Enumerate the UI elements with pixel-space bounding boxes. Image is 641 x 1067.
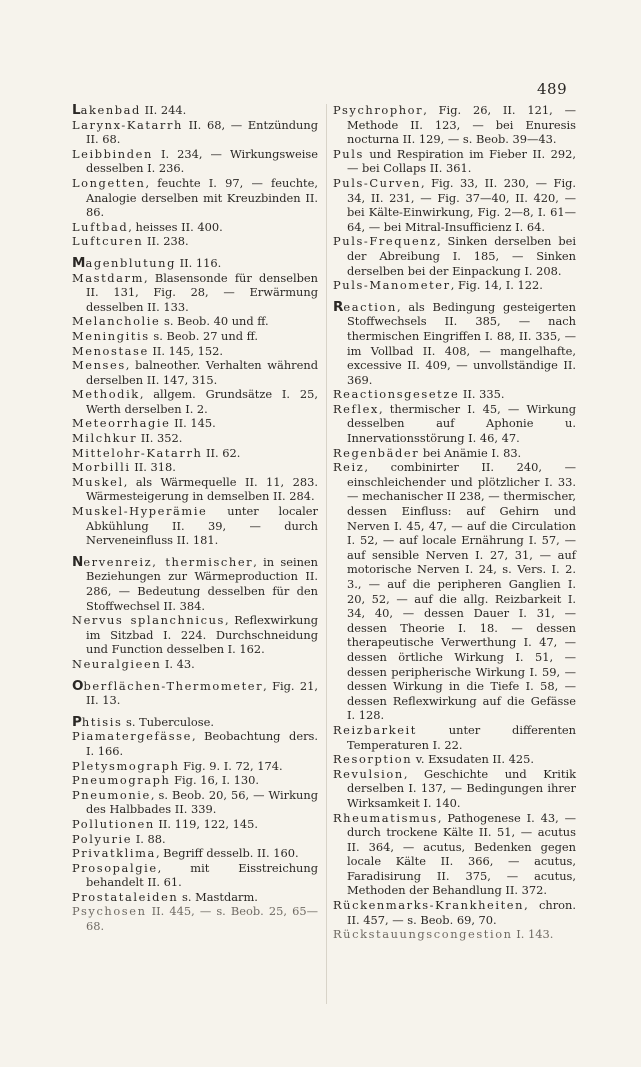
index-references: II. 62. <box>202 445 241 460</box>
index-keyword: Reaction <box>333 298 397 315</box>
index-keyword: Luftbad <box>72 219 129 234</box>
index-entry <box>72 314 318 329</box>
index-entry <box>72 271 318 315</box>
index-entry <box>72 832 318 847</box>
index-keyword: Rückenmarks-Krankheiten <box>333 898 525 913</box>
index-references: , chron. II. 457, — s. Beob. 69, 70. <box>347 898 576 927</box>
index-keyword: Reflex <box>333 401 379 416</box>
index-entry <box>72 358 318 387</box>
index-entry <box>72 904 318 933</box>
index-keyword: Nervenreiz, thermischer <box>72 553 254 570</box>
index-entry <box>72 657 318 672</box>
index-entry <box>72 103 318 118</box>
index-keyword: Meteorrhagie <box>72 416 171 431</box>
index-keyword: Rheumatismus <box>333 810 438 825</box>
index-keyword: Melancholie <box>72 314 161 329</box>
index-references: II. 119, 122, 145. <box>154 816 258 831</box>
index-entry <box>72 715 318 730</box>
index-references: , s. Beob. 20, 56, — Wirkung des Halbbades II. 339. <box>86 787 318 817</box>
index-keyword: Psychrophor <box>333 103 424 117</box>
index-entry <box>72 329 318 344</box>
index-keyword: Menostase <box>72 343 149 358</box>
index-entry <box>333 460 576 723</box>
index-keyword: Pollutionen <box>72 816 155 831</box>
index-references: s. Mastdarm. <box>178 889 258 904</box>
index-keyword: Neuralgieen <box>72 656 162 671</box>
page-number: 489 <box>537 80 568 98</box>
index-references: , als Wärmequelle II. 11, 283. Wärmesteigerung in demselben II. 284. <box>86 474 318 504</box>
index-entry <box>72 788 318 817</box>
index-references: , Fig. 14, I. 122. <box>450 278 543 293</box>
index-references: , Sinken derselben bei der Abreibung I. 185, — Sinken derselben bei der Einpackung I. 208. <box>347 234 576 278</box>
index-entry <box>333 446 576 461</box>
index-keyword: Menses <box>72 358 126 373</box>
index-entry <box>333 811 576 899</box>
index-references: II. 68, — Entzündung II. 68. <box>86 117 318 147</box>
index-references: II. 244. <box>140 103 187 117</box>
index-column-left <box>72 103 318 934</box>
index-references: Fig. 9. I. 72, 174. <box>179 758 283 773</box>
index-entry <box>333 387 576 402</box>
index-references: II. 318. <box>130 460 176 475</box>
index-keyword: Puls-Curven <box>333 175 421 190</box>
index-references: I. 143. <box>512 927 554 942</box>
index-references: II. 145. <box>170 416 216 431</box>
index-entry <box>333 176 576 234</box>
index-entry <box>333 278 576 293</box>
index-entry <box>72 446 318 461</box>
index-references: und Respiration im Fieber II. 292, — bei Collaps II. 361. <box>347 146 576 176</box>
index-references: , balneother. Verhalten während derselben II. 147, 315. <box>86 358 318 387</box>
index-references: , Beobachtung ders. I. 166. <box>86 729 318 758</box>
index-keyword: Morbilli <box>72 460 131 475</box>
index-keyword: Piamatergefässe <box>72 729 192 744</box>
index-references: v. Exsudaten II. 425. <box>412 752 534 767</box>
index-references: , allgem. Grundsätze I. 25, Werth derselben I. 2. <box>86 387 318 416</box>
index-references: , Begriff desselb. II. 160. <box>155 846 299 861</box>
index-entry <box>333 767 576 811</box>
index-entry <box>72 460 318 475</box>
index-entry <box>72 729 318 758</box>
index-entry <box>333 234 576 278</box>
index-references: s. Tuberculose. <box>122 714 214 729</box>
index-keyword: Meningitis <box>72 328 150 343</box>
index-entry <box>72 234 318 249</box>
index-references: Fig. 16, I. 130. <box>170 773 260 788</box>
index-entry <box>72 431 318 446</box>
index-references: unter localer Abkühlung II. 39, — durch Nerveneinfluss II. 181. <box>86 504 318 548</box>
index-entry <box>333 723 576 752</box>
index-keyword: Prosopalgie <box>72 860 158 875</box>
index-references: , heisses II. 400. <box>128 219 223 234</box>
index-references: , in seinen Beziehungen zur Wärmeproduction II. 286, — Bedeutung desselben für den Stoffwechsel II. 384. <box>86 554 318 613</box>
index-references: , Pathogenese I. 43, — durch trockene Kälte II. 51, — acutus II. 364, — acutus, Bedenken gegen locale Kälte II. 366, — acutus, Faradisirung II. 375, — acutus, Methoden der Behandlung II. 372. <box>347 810 576 898</box>
index-keyword: Muskel <box>72 474 124 489</box>
index-references: , feuchte I. 97, — feuchte, Analogie derselben mit Kreuzbinden II. 86. <box>86 175 318 220</box>
index-keyword: Privatklima <box>72 846 156 861</box>
index-keyword: Luftcuren <box>72 234 144 249</box>
index-keyword: Reizbarkeit <box>333 722 417 737</box>
index-references: II. 116. <box>176 255 222 270</box>
index-references: II. 238. <box>143 234 189 249</box>
index-keyword: Longetten <box>72 175 146 190</box>
index-keyword: Muskel-Hyperämie <box>72 504 208 519</box>
index-keyword: Methodik <box>72 387 140 402</box>
index-references: bei Anämie I. 83. <box>419 445 522 460</box>
column-divider <box>326 104 327 1004</box>
index-references: , Geschichte und Kritik derselben I. 137, — Bedingungen ihrer Wirksamkeit I. 140. <box>347 766 576 810</box>
index-keyword: Prostataleiden <box>72 889 179 904</box>
index-references: I. 88. <box>132 831 166 846</box>
index-references: , Fig. 33, II. 230, — Fig. 34, II. 231, — Fig. 37—40, II. 420, — bei Kälte-Einwirkung, Fig. 2—8, I. 61—64, — bei Mitral-Insufficienz I. 64. <box>347 175 576 234</box>
index-references: II. 352. <box>137 431 183 446</box>
index-entry <box>333 898 576 927</box>
index-references: , Blasensonde für denselben II. 131, Fig. 28, — Erwärmung desselben II. 133. <box>86 270 318 314</box>
index-entry <box>72 759 318 774</box>
index-keyword: Regenbäder <box>333 445 420 460</box>
index-references: , Fig. 21, II. 13. <box>86 678 318 708</box>
index-column-right <box>333 103 576 942</box>
index-references: II. 335. <box>459 387 505 402</box>
index-keyword: Larynx-Katarrh <box>72 117 183 132</box>
index-keyword: Leibbinden <box>72 146 153 161</box>
index-references: II. 145, 152. <box>148 343 224 358</box>
index-references: , Reflexwirkung im Sitzbad I. 224. Durchschneidung und Function desselben I. 162. <box>86 613 319 657</box>
index-references: s. Beob. 27 und ff. <box>149 328 258 343</box>
index-keyword: Puls <box>333 146 364 161</box>
index-entry <box>72 220 318 235</box>
index-keyword: Pneumograph <box>72 773 171 788</box>
index-keyword: Pneumonie <box>72 787 151 802</box>
index-entry <box>72 613 318 657</box>
index-references: , Fig. 26, II. 121, — Methode II. 123, — bei Enuresis nocturna II. 129, — s. Beob. 39—43. <box>347 103 576 147</box>
index-keyword: Mittelohr-Katarrh <box>72 445 203 460</box>
index-entry <box>72 176 318 220</box>
index-keyword: Resorption <box>333 752 413 767</box>
index-entry <box>72 147 318 176</box>
index-keyword: Mastdarm <box>72 270 145 285</box>
index-entry <box>72 344 318 359</box>
index-entry <box>72 846 318 861</box>
index-keyword: Oberflächen-Thermometer <box>72 677 264 694</box>
index-keyword: Reiz <box>333 460 365 475</box>
index-keyword: Magenblutung <box>72 254 177 271</box>
index-entry <box>72 773 318 788</box>
index-entry <box>72 679 318 708</box>
index-keyword: Revulsion <box>333 766 404 781</box>
index-references: II. 445, — s. Beob. 25, 65—68. <box>86 904 318 934</box>
index-keyword: Psychosen <box>72 904 147 919</box>
index-references: , combinirter II. 240, — einschleichender und plötzlicher I. 33. — mechanischer II 238, — thermischer, dessen Einfluss: auf Gehirn und Nerven I. 45, 47, — auf die Circulation I. 52, — auf locale Ernährung I. 57, — auf sensible Nerven I. 27, 31, — auf motorische Nerven I. 24, s. Vers. I. 2. 3., — auf die peripheren Ganglien I. 20, 52, — auf die allg. Reizbarkeit I. 34, 40, — dessen Dauer I. 31, — dessen Theorie I. 18. — dessen therapeutische Verwerthung I. 47, — dessen örtliche Wirkung I. 51, — dessen peripherische Wirkung I. 59, — dessen Wirkung in die Tiefe I. 58, — dessen Reflexwirkung auf die Gefässe I. 128. <box>347 460 576 723</box>
index-entry <box>333 103 576 147</box>
index-keyword: Milchkur <box>72 431 138 446</box>
index-entry <box>72 118 318 147</box>
index-keyword: Nervus splanchnicus <box>72 613 225 628</box>
index-keyword: Rückstauungscongestion <box>333 927 513 942</box>
index-entry <box>72 387 318 416</box>
index-entry <box>72 256 318 271</box>
index-keyword: Lakenbad <box>72 102 141 118</box>
index-entry <box>72 475 318 504</box>
index-keyword: Puls-Frequenz <box>333 234 437 249</box>
index-entry <box>333 147 576 176</box>
index-references: , thermischer I. 45, — Wirkung desselben auf Aphonie u. Innervationsstörung I. 46, 47. <box>347 401 576 446</box>
index-entry <box>72 817 318 832</box>
index-references: s. Beob. 40 und ff. <box>160 314 269 329</box>
index-entry <box>72 555 318 613</box>
index-entry <box>72 861 318 890</box>
index-references: I. 234, — Wirkungsweise desselben I. 236. <box>86 146 318 176</box>
index-keyword: Polyurie <box>72 831 133 846</box>
index-keyword: Puls-Manometer <box>333 278 451 293</box>
index-entry <box>72 416 318 431</box>
index-keyword: Phtisis <box>72 713 123 730</box>
index-keyword: Reactionsgesetze <box>333 387 460 402</box>
index-references: , mit Eisstreichung behandelt II. 61. <box>86 860 318 890</box>
index-entry <box>333 927 576 942</box>
index-keyword: Pletysmograph <box>72 758 180 773</box>
index-entry <box>333 752 576 767</box>
index-entry <box>333 402 576 446</box>
index-references: unter differenten Temperaturen I. 22. <box>347 722 576 752</box>
index-references: , als Bedingung gesteigerten Stoffwechsels II. 385, — nach thermischen Eingriffen I. 88, II. 335, — im Vollbad II. 408, — mangelhafte, excessive II. 409, — unvollständige II. 369. <box>347 299 576 387</box>
index-entry <box>333 300 576 388</box>
index-entry <box>72 504 318 548</box>
index-references: I. 43. <box>161 656 195 671</box>
index-entry <box>72 890 318 905</box>
